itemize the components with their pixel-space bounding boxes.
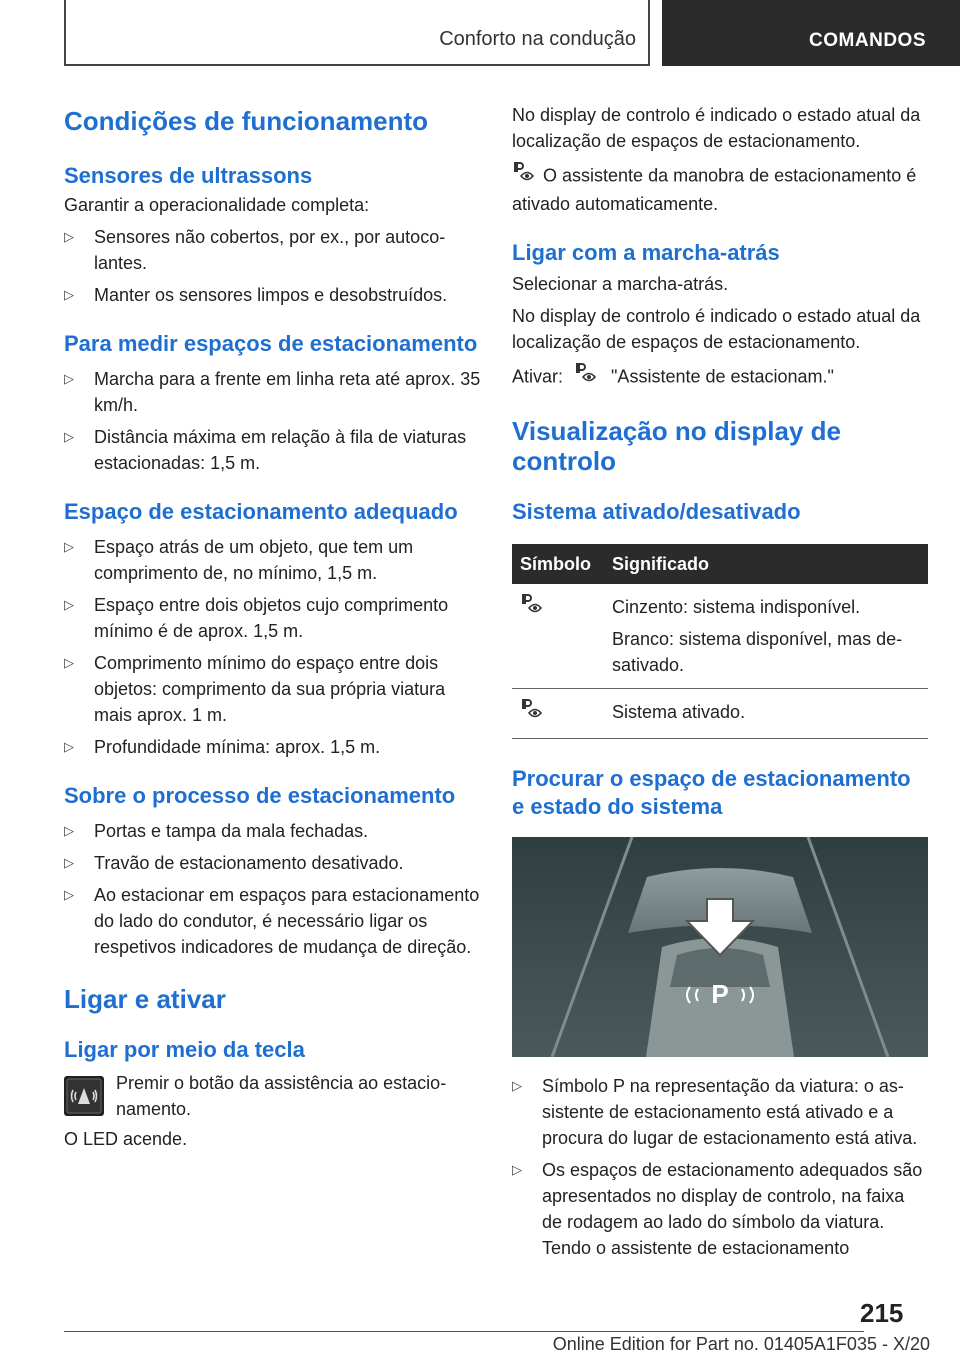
list-item [64, 592, 482, 644]
page-number: 215 [860, 1298, 904, 1328]
heading-espaco: Espaço de estacionamento adequado [64, 499, 458, 524]
ativar-value: "Assistente de estacionam." [611, 366, 834, 387]
heading-sensores: Sensores de ultrassons [64, 163, 313, 188]
table-header-row [512, 544, 928, 584]
led-text: O LED acende. [64, 1129, 188, 1149]
heading-visualizacao: Visualização no display de controlo [512, 416, 841, 476]
assist-text [512, 162, 928, 217]
table-cell-symbol [512, 689, 604, 739]
table-cell-text: Branco: sistema disponível, mas desativado. [612, 629, 903, 675]
list-item-text: Ao estacionar em espaços para estacionamento do lado do condutor, é necessário ligar os respetivos indicadores de mudança de direção. [94, 885, 480, 957]
list-item [64, 882, 482, 960]
triangle-bullet-icon: ▷ [64, 429, 74, 444]
list-item-text: Travão de estacionamento desativado. [94, 853, 404, 873]
header-left-rule [64, 0, 66, 66]
left-column [64, 100, 482, 1152]
list-item [64, 650, 482, 728]
procurar-list [512, 1073, 928, 1261]
header-section-title: Conforto na condução [439, 28, 636, 50]
ativar-label: Ativar: [512, 366, 564, 387]
list-item-text: Espaço entre dois objetos cujo comprimento mínimo é de aprox. 1,5 m. [94, 595, 449, 641]
list-item-text: Distância máxima em relação à fila de viaturas estacionadas: 1,5 m. [94, 427, 467, 473]
table-row [512, 584, 928, 689]
list-item [64, 734, 482, 760]
list-item-text: Espaço atrás de um objeto, que tem um comprimento de, no mínimo, 1,5 m. [94, 537, 414, 583]
list-item [64, 850, 482, 876]
triangle-bullet-icon: ▷ [64, 597, 74, 612]
footer-edition: Online Edition for Part no. 01405A1F035 - X/20 [552, 1334, 930, 1354]
list-item [512, 1073, 928, 1151]
heading-sistema: Sistema ativado/desativado [512, 499, 801, 524]
heading-tecla: Ligar por meio da tecla [64, 1037, 305, 1062]
tecla-block [64, 1070, 482, 1122]
processo-list [64, 818, 482, 960]
heading-marcha: Ligar com a marcha-atrás [512, 240, 780, 265]
table-cell-meaning: Sistema ativado. [604, 689, 928, 739]
photo-p-label: P [711, 979, 729, 1009]
table-cell-meaning [604, 584, 928, 689]
table-cell-text: Cinzento: sistema indisponível. [612, 597, 861, 617]
triangle-bullet-icon: ▷ [64, 539, 74, 554]
list-item-text: Portas e tampa da mala fechadas. [94, 821, 369, 841]
triangle-bullet-icon: ▷ [64, 229, 74, 244]
list-item [64, 534, 482, 586]
list-item [64, 282, 482, 308]
sensores-list [64, 224, 482, 308]
assist-text-content: O assistente da manobra de estacionamento é ativado automaticamente. [512, 165, 917, 214]
list-item [64, 424, 482, 476]
heading-procurar: Procurar o espaço de estacionamento e estado do sistema [512, 766, 911, 819]
park-assist-symbol-icon [512, 162, 538, 191]
heading-processo: Sobre o processo de estacionamento [64, 783, 456, 808]
list-item-text: Profundidade mínima: aprox. 1,5 m. [94, 737, 381, 757]
espaco-list [64, 534, 482, 760]
table-header-meaning: Significado [604, 544, 928, 584]
list-item [64, 224, 482, 276]
table-header-symbol: Símbolo [512, 544, 604, 584]
list-item-text: Os espaços de estacionamento adequados são apresentados no display de controlo, na faixa de rodagem ao lado do símbolo da viatura. Tendo o assistente de estacionamento [542, 1160, 923, 1258]
list-item-text: Símbolo P na representação da viatura: o assistente de estacionamento está ativado e a procura do lugar de estacionamento está ativa. [542, 1076, 918, 1148]
table-row [512, 689, 928, 739]
footer-rule [64, 1331, 864, 1332]
heading-funcionamento: Condições de funcionamento [64, 106, 429, 136]
triangle-bullet-icon: ▷ [64, 287, 74, 302]
list-item [512, 1157, 928, 1261]
symbol-table [512, 544, 928, 739]
ativar-line [512, 363, 928, 392]
header-chapter-label: COMANDOS [809, 30, 926, 51]
parking-display-photo [512, 837, 928, 1057]
header-bottom-rule [64, 64, 650, 66]
list-item-text: Sensores não cobertos, por ex., por autocolantes. [94, 227, 446, 273]
triangle-bullet-icon: ▷ [64, 739, 74, 754]
list-item [64, 818, 482, 844]
park-assist-symbol-icon [574, 363, 600, 392]
heading-ligar: Ligar e ativar [64, 984, 226, 1014]
list-item-text: Comprimento mínimo do espaço entre dois objetos: comprimento da sua própria viatura mais aprox. 1 m. [94, 653, 446, 725]
park-assist-symbol-icon [520, 600, 546, 620]
park-assist-symbol-icon [520, 705, 546, 725]
triangle-bullet-icon: ▷ [64, 823, 74, 838]
list-item [64, 366, 482, 418]
triangle-bullet-icon: ▷ [512, 1078, 522, 1093]
right-column [512, 102, 928, 1261]
list-item-text: Marcha para a frente em linha reta até aprox. 35 km/h. [94, 369, 481, 415]
triangle-bullet-icon: ▷ [64, 371, 74, 386]
triangle-bullet-icon: ▷ [512, 1162, 522, 1177]
parking-display-illustration [512, 837, 928, 1057]
triangle-bullet-icon: ▷ [64, 655, 74, 670]
medir-list [64, 366, 482, 476]
header-chapter-tab [662, 0, 960, 66]
tecla-text: Premir o botão da assistência ao estacionamento. [116, 1073, 447, 1119]
triangle-bullet-icon: ▷ [64, 855, 74, 870]
sensores-intro: Garantir a operacionalidade completa: [64, 195, 370, 215]
header-separator-rule [648, 0, 650, 66]
marcha-text: Selecionar a marcha-atrás. [512, 274, 729, 294]
list-item-text: Manter os sensores limpos e desobstruídos. [94, 285, 448, 305]
table-cell-symbol [512, 584, 604, 689]
display-text: No display de controlo é indicado o estado atual da localização de espaços de estacionamento. [512, 105, 921, 151]
triangle-bullet-icon: ▷ [64, 887, 74, 902]
park-assist-button-icon [64, 1076, 104, 1121]
display-text-2: No display de controlo é indicado o estado atual da localização de espaços de estacionamento. [512, 306, 921, 352]
heading-medir: Para medir espaços de estacionamento [64, 331, 478, 356]
